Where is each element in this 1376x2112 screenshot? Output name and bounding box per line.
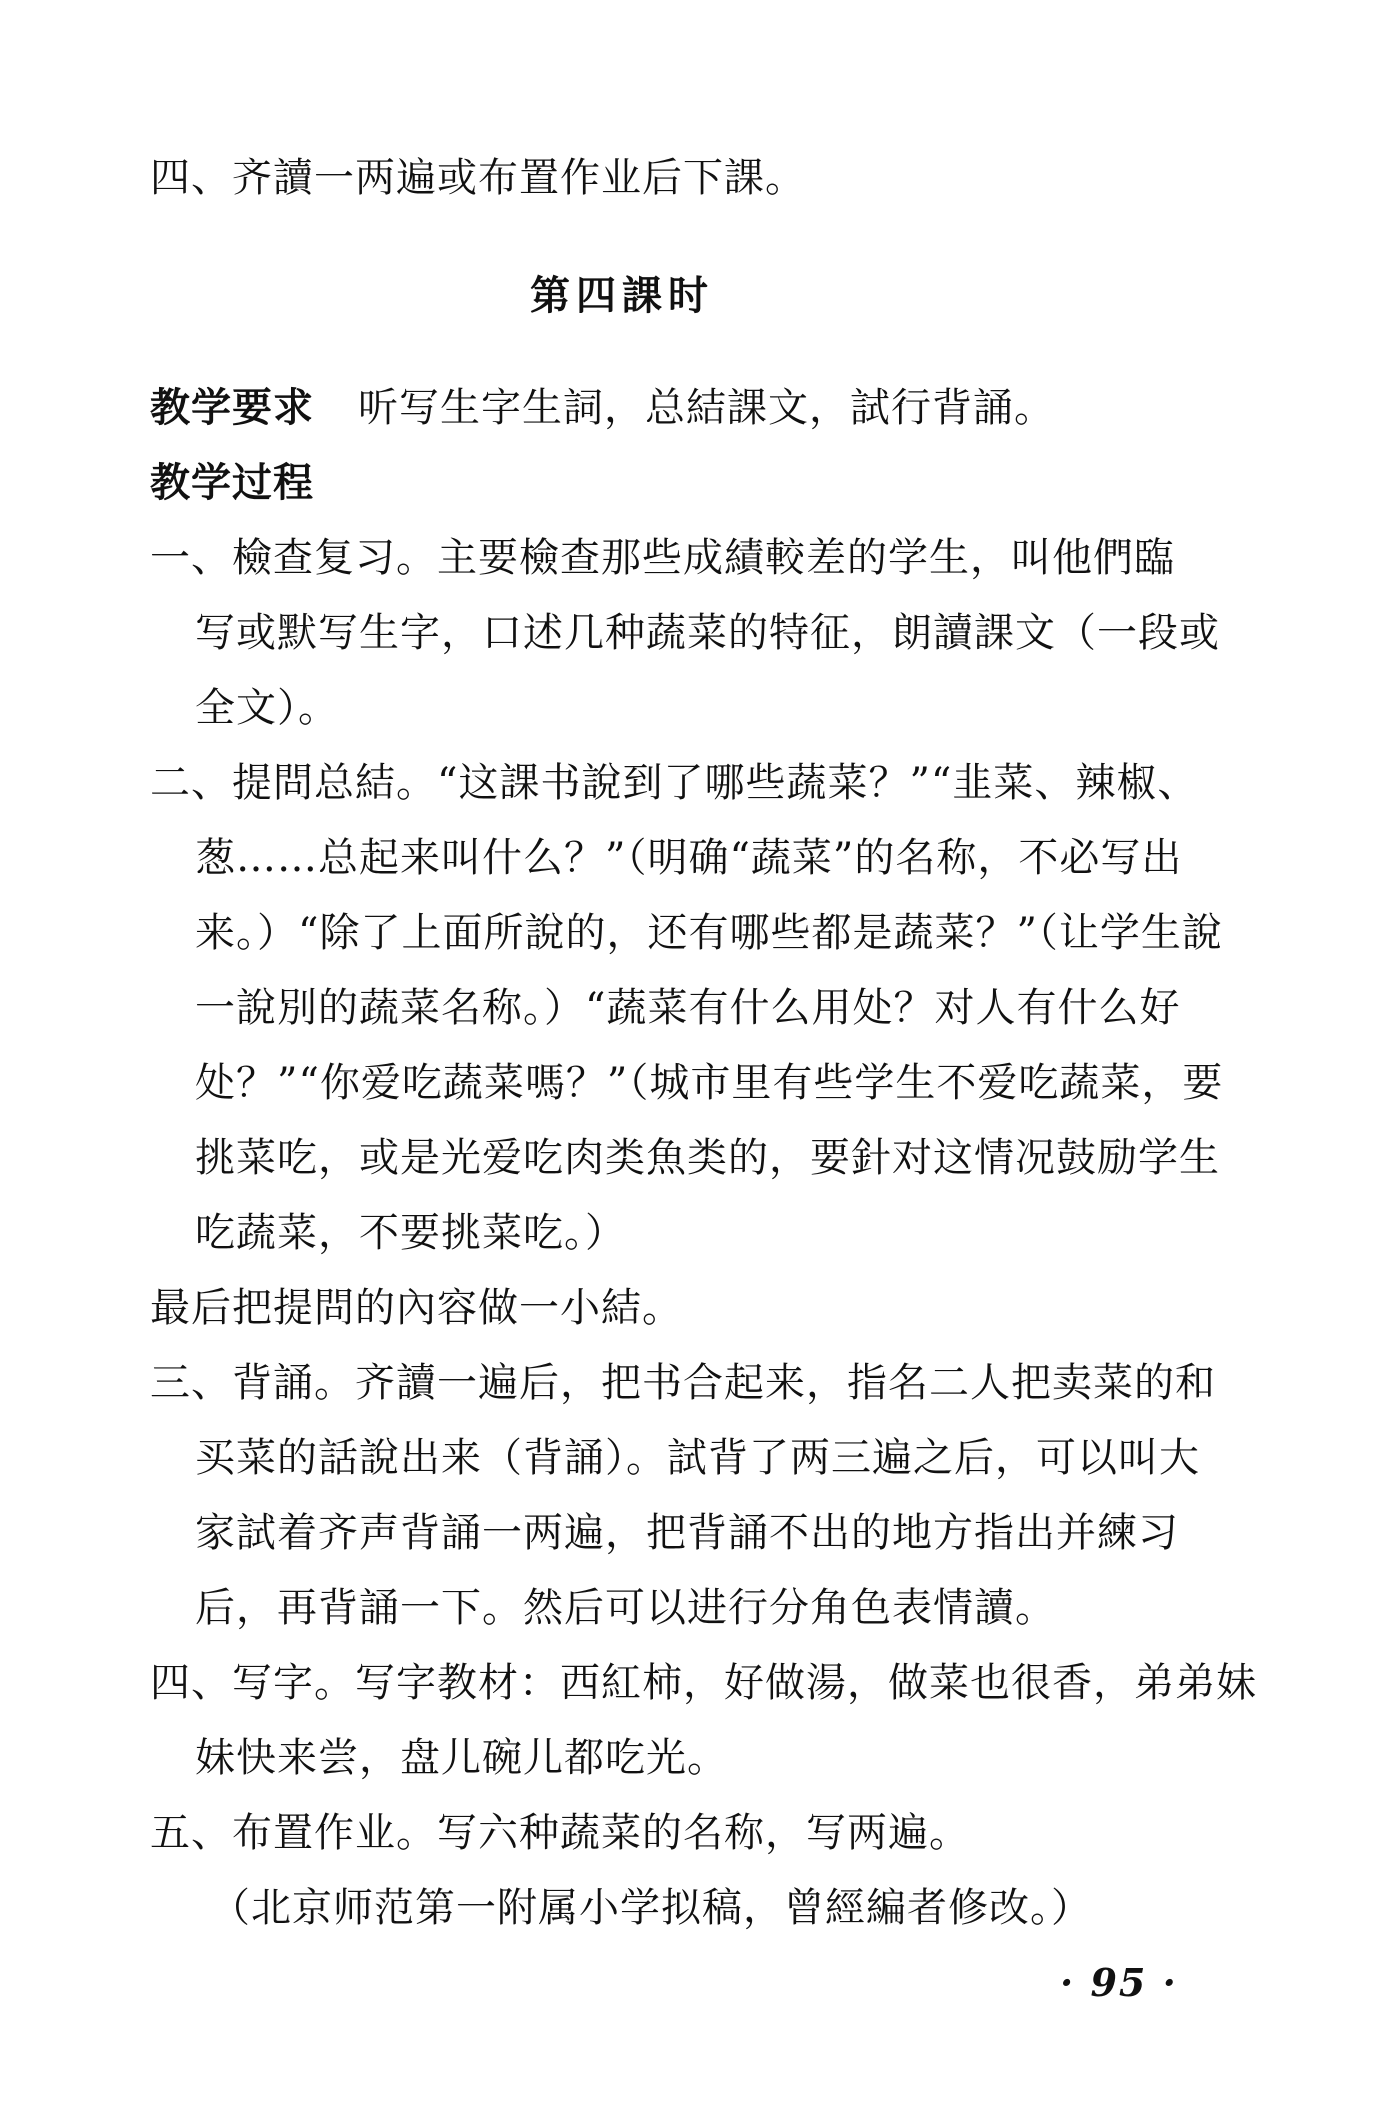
step-line: 买菜的話說出来（背誦）。試背了两三遍之后，可以叫大 bbox=[195, 1435, 1200, 1481]
requirements-label: 教学要求 bbox=[150, 384, 314, 431]
step-line: 五、布置作业。写六种蔬菜的名称，写两遍。 bbox=[150, 1810, 970, 1856]
requirements-text: 听写生字生詞，总結課文，試行背誦。 bbox=[358, 385, 1055, 431]
requirements-row bbox=[150, 380, 1055, 436]
step-line: 全文）。 bbox=[195, 685, 339, 731]
step-line: 吃蔬菜，不要挑菜吃。） bbox=[195, 1210, 626, 1256]
step-line: 一說別的蔬菜名称。）“蔬菜有什么用处？对人有什么好 bbox=[195, 985, 1181, 1031]
step-line: 挑菜吃，或是光爱吃肉类魚类的，要針对这情况鼓励学生 bbox=[195, 1135, 1220, 1181]
step-line: 写或默写生字，口述几种蔬菜的特征，朗讀課文（一段或 bbox=[195, 610, 1220, 656]
process-label: 教学过程 bbox=[150, 459, 314, 506]
step-line: 来。）“除了上面所說的，还有哪些都是蔬菜？”（让学生說 bbox=[195, 910, 1223, 956]
previous-step-text: 四、齐讀一两遍或布置作业后下課。 bbox=[150, 155, 806, 201]
step-line: 二、提問总結。“这課书說到了哪些蔬菜？”“韭菜、辣椒、 bbox=[150, 760, 1199, 806]
page-number: · 95 · bbox=[1060, 1960, 1178, 2005]
step-line: 三、背誦。齐讀一遍后，把书合起来，指名二人把卖菜的和 bbox=[150, 1360, 1216, 1406]
step-line: 四、写字。写字教材：西紅柿，好做湯，做菜也很香，弟弟妹 bbox=[150, 1660, 1257, 1706]
source-note: （北京师范第一附属小学拟稿，曾經編者修改。） bbox=[210, 1885, 1092, 1931]
step-line: 家試着齐声背誦一两遍，把背誦不出的地方指出并練习 bbox=[195, 1510, 1179, 1556]
step-line: 妹快来尝，盘儿碗儿都吃光。 bbox=[195, 1735, 728, 1781]
step-line: 后，再背誦一下。然后可以进行分角色表情讀。 bbox=[195, 1585, 1056, 1631]
section-title: 第四課时 bbox=[530, 272, 714, 319]
step-line: 葱……总起来叫什么？”（明确“蔬菜”的名称，不必写出 bbox=[195, 835, 1183, 881]
step-line: 一、檢查复习。主要檢查那些成績較差的学生，叫他們臨 bbox=[150, 535, 1175, 581]
summary-line: 最后把提問的內容做一小結。 bbox=[150, 1285, 683, 1331]
step-line: 处？”“你爱吃蔬菜嗎？”（城市里有些学生不爱吃蔬菜，要 bbox=[195, 1060, 1224, 1106]
